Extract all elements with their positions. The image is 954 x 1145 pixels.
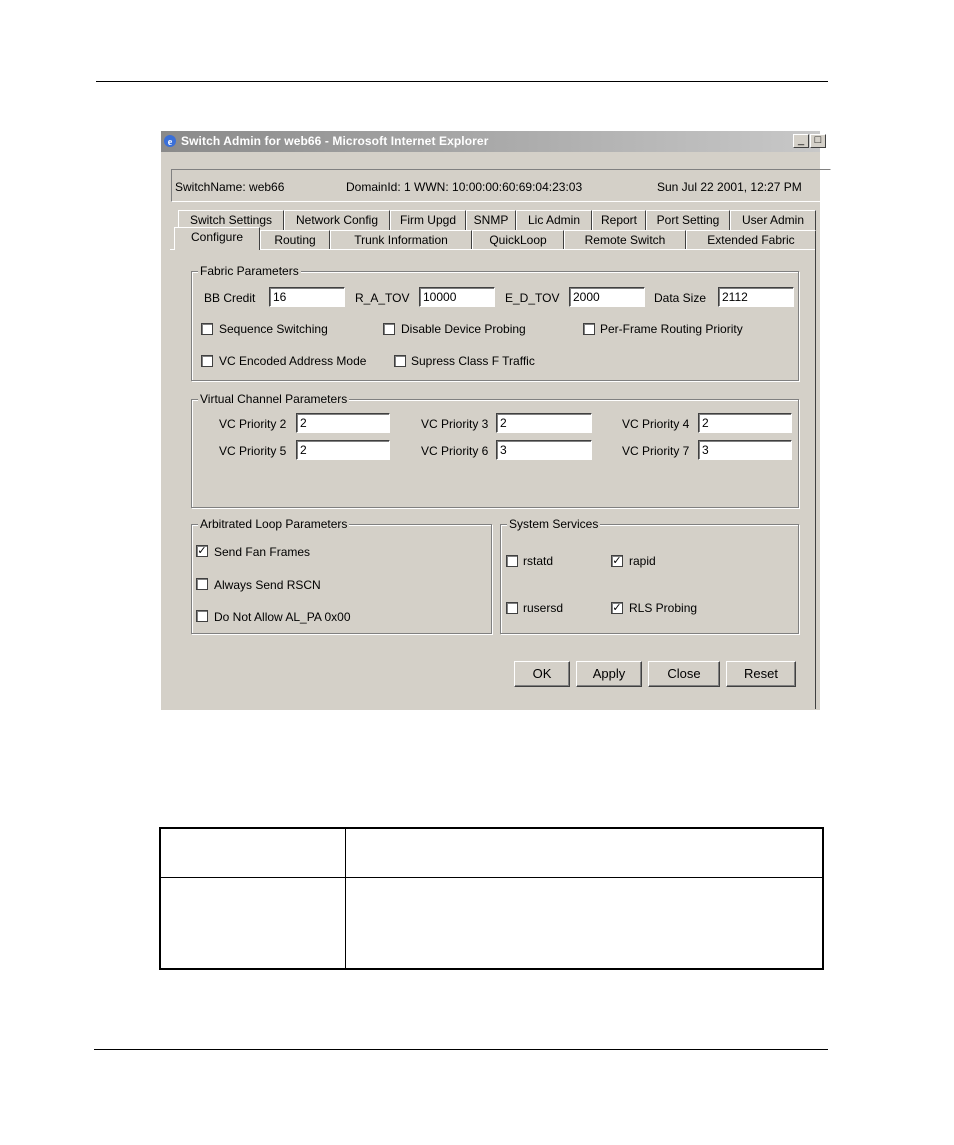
sequence-switching-label: Sequence Switching [219, 322, 328, 336]
ra-tov-label: R_A_TOV [355, 291, 410, 305]
tab-user-admin[interactable]: User Admin [730, 210, 816, 230]
tab-remote-switch[interactable]: Remote Switch [564, 230, 686, 250]
tab-panel-border [170, 249, 816, 250]
vc-encoded-address-label: VC Encoded Address Mode [219, 354, 367, 368]
do-not-allow-alpa-checkbox[interactable] [196, 610, 208, 622]
vc-priority-2-label: VC Priority 2 [219, 417, 287, 431]
internet-explorer-icon [163, 134, 177, 148]
send-fan-frames-checkbox[interactable] [196, 545, 208, 557]
vc-priority-5-input[interactable]: 2 [296, 440, 390, 460]
switch-name: SwitchName: web66 [175, 180, 285, 194]
table-column-divider [345, 829, 346, 968]
check-mark-icon: ✓ [612, 602, 622, 614]
maximize-button[interactable]: □ [810, 134, 826, 148]
tab-trunk-information[interactable]: Trunk Information [330, 230, 472, 250]
tab-panel-right-edge [815, 249, 816, 709]
vc-priority-3-input[interactable]: 2 [496, 413, 592, 433]
send-fan-frames-label: Send Fan Frames [214, 545, 311, 559]
vc-priority-3-label: VC Priority 3 [421, 417, 489, 431]
tab-switch-settings[interactable]: Switch Settings [178, 210, 284, 230]
data-size-label: Data Size [654, 291, 707, 305]
do-not-allow-alpa-label: Do Not Allow AL_PA 0x00 [214, 610, 351, 624]
disable-device-probing-checkbox[interactable] [383, 323, 395, 335]
rstatd-checkbox[interactable] [506, 555, 518, 567]
tab-network-config[interactable]: Network Config [284, 210, 390, 230]
arbitrated-loop-legend: Arbitrated Loop Parameters [200, 517, 348, 531]
description-table [159, 827, 824, 970]
rapid-checkbox[interactable] [611, 555, 623, 567]
status-datetime: Sun Jul 22 2001, 12:27 PM [657, 180, 802, 194]
vc-priority-6-label: VC Priority 6 [421, 444, 489, 458]
tab-snmp[interactable]: SNMP [466, 210, 516, 230]
vc-priority-7-label: VC Priority 7 [622, 444, 690, 458]
vc-priority-6-input[interactable]: 3 [496, 440, 592, 460]
system-services-group [500, 517, 799, 634]
close-button[interactable]: Close [648, 661, 720, 687]
virtual-channel-legend: Virtual Channel Parameters [200, 392, 348, 406]
svg-text:e: e [167, 137, 173, 148]
check-mark-icon: ✓ [197, 545, 207, 557]
reset-button[interactable]: Reset [726, 661, 796, 687]
fabric-parameters-legend: Fabric Parameters [200, 264, 299, 278]
apply-button[interactable]: Apply [576, 661, 642, 687]
supress-class-f-checkbox[interactable] [394, 355, 406, 367]
ed-tov-label: E_D_TOV [505, 291, 560, 305]
rstatd-label: rstatd [523, 554, 554, 568]
minimize-button[interactable]: _ [793, 134, 809, 148]
rls-probing-label: RLS Probing [629, 601, 698, 615]
tab-report[interactable]: Report [592, 210, 646, 230]
rapid-label: rapid [629, 554, 656, 568]
vc-priority-4-input[interactable]: 2 [698, 413, 792, 433]
tab-quickloop[interactable]: QuickLoop [472, 230, 564, 250]
rusersd-label: rusersd [523, 601, 564, 615]
disable-device-probing-label: Disable Device Probing [401, 322, 526, 336]
bb-credit-input[interactable]: 16 [269, 287, 345, 307]
top-rule [96, 81, 828, 82]
table-row-divider [161, 877, 822, 878]
window-title: Switch Admin for web66 - Microsoft Internet Explorer [181, 134, 489, 148]
tab-lic-admin[interactable]: Lic Admin [516, 210, 592, 230]
tab-firm-upgd[interactable]: Firm Upgd [390, 210, 466, 230]
vc-priority-7-input[interactable]: 3 [698, 440, 792, 460]
ra-tov-input[interactable]: 10000 [419, 287, 495, 307]
vc-encoded-address-checkbox[interactable] [201, 355, 213, 367]
always-send-rscn-checkbox[interactable] [196, 578, 208, 590]
bb-credit-label: BB Credit [204, 291, 256, 305]
tab-extended-fabric[interactable]: Extended Fabric [686, 230, 816, 250]
ed-tov-input[interactable]: 2000 [569, 287, 645, 307]
title-bar[interactable] [161, 131, 820, 152]
tab-port-setting[interactable]: Port Setting [646, 210, 730, 230]
tab-routing[interactable]: Routing [260, 230, 330, 250]
ok-button[interactable]: OK [514, 661, 570, 687]
always-send-rscn-label: Always Send RSCN [214, 578, 321, 592]
system-services-legend: System Services [509, 517, 599, 531]
bottom-rule [94, 1049, 828, 1050]
domain-wwn: DomainId: 1 WWN: 10:00:00:60:69:04:23:03 [346, 180, 583, 194]
vc-priority-4-label: VC Priority 4 [622, 417, 690, 431]
tab-configure[interactable]: Configure [174, 227, 260, 250]
vc-priority-5-label: VC Priority 5 [219, 444, 287, 458]
check-mark-icon: ✓ [612, 555, 622, 567]
supress-class-f-label: Supress Class F Traffic [411, 354, 535, 368]
sequence-switching-checkbox[interactable] [201, 323, 213, 335]
rls-probing-checkbox[interactable] [611, 602, 623, 614]
per-frame-routing-label: Per-Frame Routing Priority [600, 322, 743, 336]
per-frame-routing-checkbox[interactable] [583, 323, 595, 335]
data-size-input[interactable]: 2112 [718, 287, 794, 307]
vc-priority-2-input[interactable]: 2 [296, 413, 390, 433]
rusersd-checkbox[interactable] [506, 602, 518, 614]
